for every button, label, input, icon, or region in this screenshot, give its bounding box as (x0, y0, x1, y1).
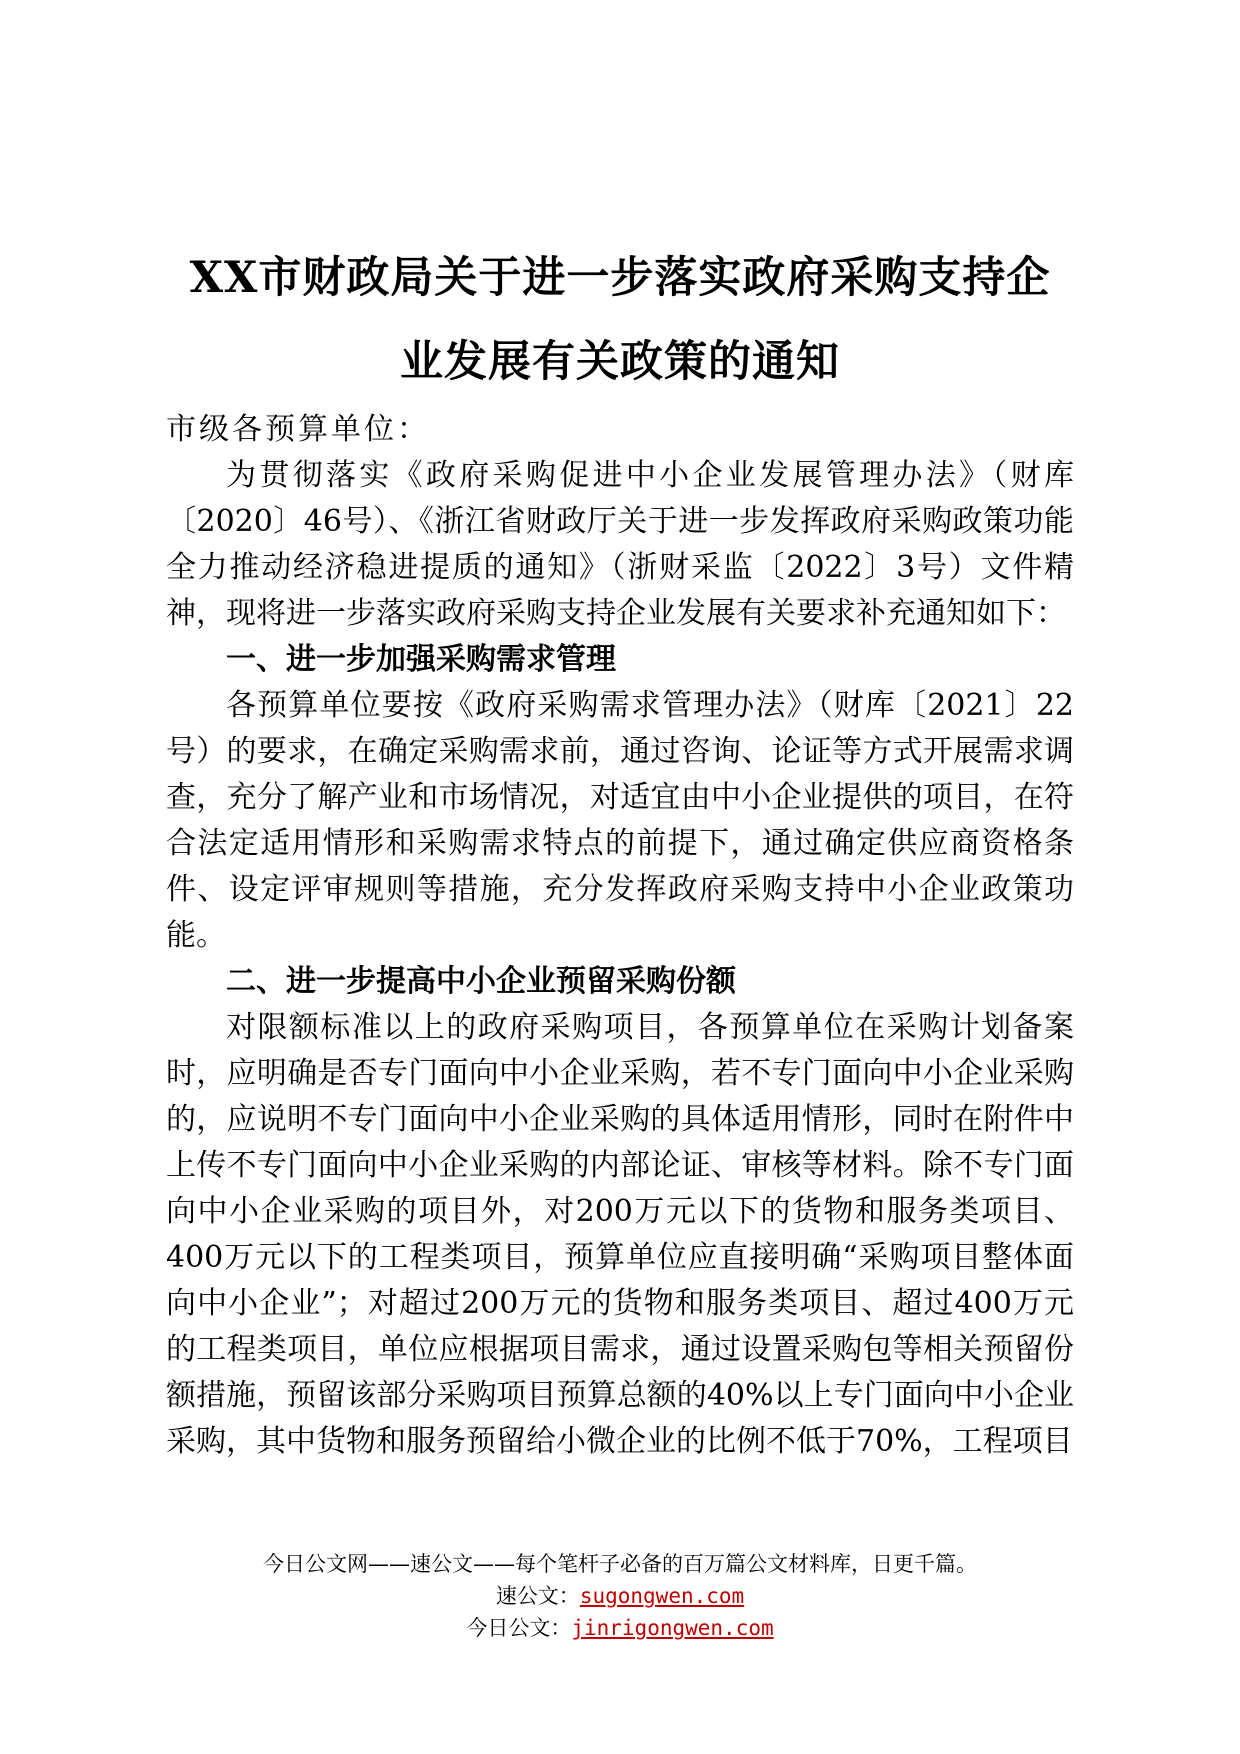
title-line-2: 业发展有关政策的通知 (400, 337, 840, 387)
section-1-paragraph: 各预算单位要按《政府采购需求管理办法》（财库〔2021〕22号）的要求，在确定采购需求前，通过咨询、论证等方式开展需求调查，充分了解产业和市场情况，对适宜由中小企业提供的项目，在符合法定适用情形和采购需求特点的前提下，通过确定供应商资格条件、设定评审规则等措施，充分发挥政府采购支持中小企业政策功能。 (166, 688, 1074, 953)
footer-sugongwen-label: 速公文： (495, 1584, 580, 1608)
section-2-paragraph: 对限额标准以上的政府采购项目，各预算单位在采购计划备案时，应明确是否专门面向中小企业采购，若不专门面向中小企业采购的，应说明不专门面向中小企业采购的具体适用情形，同时在附件中上传不专门面向中小企业采购的内部论证、审核等材料。除不专门面向中小企业采购的项目外，对200万元以下的货物和服务类项目、400万元以下的工程类项目，预算单位应直接明确“采购项目整体面向中小企业”；对超过200万元的货物和服务类项目、超过400万元的工程类项目，单位应根据项目需求，通过设置采购包等相关预留份额措施，预留该部分采购项目预算总额的40%以上专门面向中小企业采购，其中货物和服务预留给小微企业的比例不低于70%，工程项目 (166, 1010, 1074, 1459)
salutation: 市级各预算单位： (166, 412, 430, 447)
footer-tagline: 今日公文网——速公文——每个笔杆子必备的百万篇公文材料库，日更千篇。 (263, 1552, 977, 1576)
sugongwen-link[interactable]: sugongwen.com (579, 1584, 745, 1608)
footer-jinrigongwen-label: 今日公文： (466, 1616, 572, 1640)
section-1-heading: 一、进一步加强采购需求管理 (226, 642, 616, 677)
jinrigongwen-link[interactable]: jinrigongwen.com (571, 1616, 774, 1640)
footer-sugongwen (0, 1580, 1240, 1610)
footer-jinrigongwen (0, 1612, 1240, 1642)
document-body (166, 407, 1074, 1465)
intro-paragraph: 为贯彻落实《政府采购促进中小企业发展管理办法》（财库〔2020〕46号）、《浙江省财政厅关于进一步发挥政府采购政策功能全力推动经济稳进提质的通知》（浙财采监〔2022〕3号）文件精神，现将进一步落实政府采购支持企业发展有关要求补充通知如下： (166, 458, 1074, 631)
section-2-heading: 二、进一步提高中小企业预留采购份额 (226, 964, 736, 999)
title-line-1: XX市财政局关于进一步落实政府采购支持企 (189, 253, 1051, 303)
